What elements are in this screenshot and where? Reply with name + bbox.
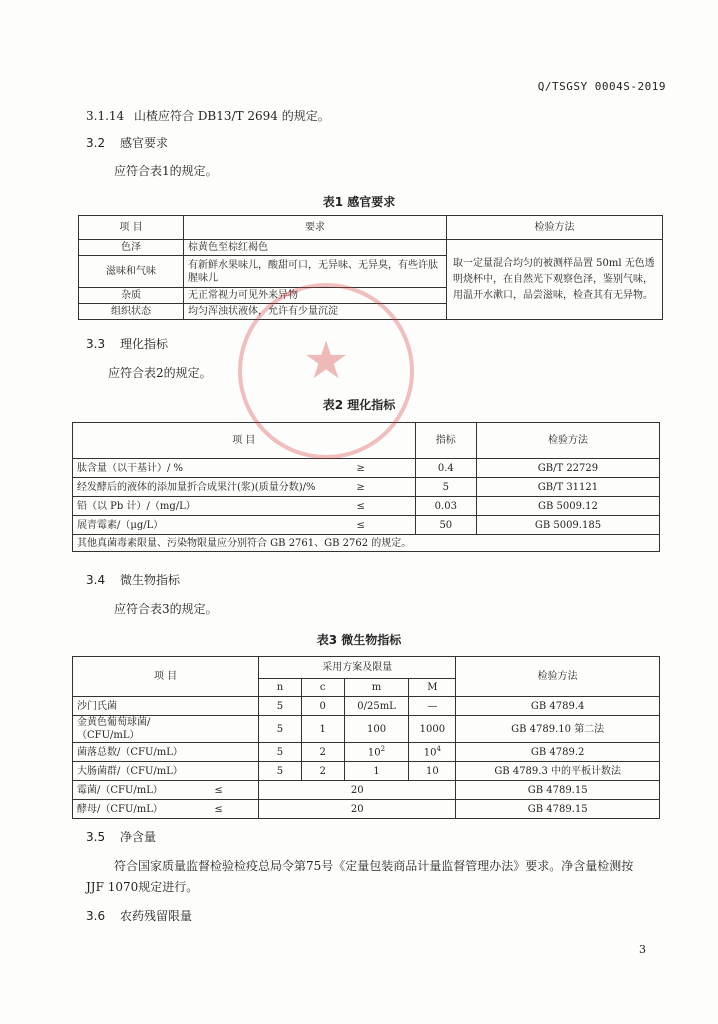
- table3-row-method: GB 4789.2: [456, 743, 660, 762]
- table3-row-operator: ≤: [210, 781, 258, 800]
- section-3-4-body: 应符合表3的规定。: [114, 602, 218, 616]
- table3-row-item: 霉菌/（CFU/mL）: [73, 781, 211, 800]
- table3-row-n: 5: [259, 743, 302, 762]
- standard-code: Q/TSGSY 0004S-2019: [537, 80, 666, 93]
- table2-row-item: 经发酵后的液体的添加量折合成果汁(浆)(质量分数)/%: [73, 478, 353, 497]
- table2-row-item: 肽含量（以干基计）/ %: [73, 459, 353, 478]
- table3-row-method: GB 4789.4: [456, 697, 660, 716]
- table3-row-m: 1: [344, 762, 409, 781]
- section-3-3-heading: [86, 335, 168, 352]
- table3-header-m: m: [344, 679, 409, 697]
- table2-header-value: 指标: [415, 423, 476, 459]
- M-exponent: 4: [436, 744, 441, 753]
- section-title: 农药残留限量: [120, 909, 193, 923]
- table1-header-item: 项 目: [79, 216, 184, 240]
- table3-row-operator: [210, 716, 258, 743]
- clause-number: 3.1.14: [86, 109, 125, 123]
- table3-row-item: 金黄色葡萄球菌/（CFU/mL）: [73, 716, 211, 743]
- table2-row-operator: ≥: [353, 459, 416, 478]
- table3-row-operator: [210, 743, 258, 762]
- table3-row-c: 2: [301, 743, 344, 762]
- table2-header-method: 检验方法: [476, 423, 659, 459]
- table3-row-n: 5: [259, 762, 302, 781]
- page-number: 3: [639, 943, 646, 956]
- table2-row-operator: ≤: [353, 516, 416, 535]
- section-3-6-heading: [86, 907, 192, 924]
- table3-header-M: M: [409, 679, 456, 697]
- m-exponent: 2: [380, 744, 386, 753]
- table2-row-method: GB 5009.12: [476, 497, 659, 516]
- M-base: 10: [423, 747, 437, 759]
- table1-row-item: 色泽: [79, 240, 184, 256]
- table3-row-n: 5: [259, 716, 302, 743]
- table3-header-plan: 采用方案及限量: [259, 657, 456, 679]
- section-3-3-body: 应符合表2的规定。: [108, 366, 212, 380]
- table2-row-operator: ≤: [353, 497, 416, 516]
- section-title: 理化指标: [120, 337, 169, 351]
- table3-row-method: GB 4789.15: [456, 800, 660, 819]
- table3-header-n: n: [259, 679, 302, 697]
- table2-row-method: GB 5009.185: [476, 516, 659, 535]
- table1-row-req: 棕黄色至棕红褐色: [184, 240, 447, 256]
- table2-row-method: GB/T 31121: [476, 478, 659, 497]
- table2-row-item: 展青霉素/（μg/L）: [73, 516, 353, 535]
- section-3-2-heading: [86, 134, 168, 151]
- table3-row-m: [344, 743, 409, 762]
- section-title: 微生物指标: [120, 573, 181, 587]
- table2-row-value: 5: [415, 478, 476, 497]
- table2-row-value: 0.03: [415, 497, 476, 516]
- table3-row-c: 1: [301, 716, 344, 743]
- table1-row-req: 均匀浑浊状液体，允许有少量沉淀: [184, 304, 447, 320]
- section-number: 3.3: [86, 337, 106, 351]
- table3-row-operator: [210, 762, 258, 781]
- table3-row-m: 100: [344, 716, 409, 743]
- table3-caption: 表3 微生物指标: [316, 633, 402, 647]
- section-number: 3.2: [86, 136, 106, 150]
- section-3-4-heading: [86, 571, 180, 588]
- table1-row-req: 无正常视力可见外来异物: [184, 288, 447, 304]
- table2-row-operator: ≥: [353, 478, 416, 497]
- section-3-5-heading: [86, 828, 156, 845]
- table3-row-M: —: [409, 697, 456, 716]
- table3-row-method: GB 4789.10 第二法: [456, 716, 660, 743]
- table2-footer-note: 其他真菌毒素限量、污染物限量应分别符合 GB 2761、GB 2762 的规定。: [73, 535, 660, 552]
- table2-physicochemical: [72, 422, 660, 552]
- section-3-5-body-line1: 符合国家质量监督检验检疫总局令第75号《定量包装商品计量监督管理办法》要求。净含量检测按: [114, 859, 634, 873]
- table3-header-item: 项 目: [73, 657, 259, 697]
- section-3-2-body: 应符合表1的规定。: [114, 164, 218, 178]
- table1-row-req: 有新鲜水果味儿，酸甜可口，无异味、无异臭，有些许肽腥味儿: [184, 256, 447, 288]
- section-title: 感官要求: [120, 136, 169, 150]
- table2-row-item: 铅（以 Pb 计）/（mg/L）: [73, 497, 353, 516]
- table3-row-method: GB 4789.15: [456, 781, 660, 800]
- table3-row-item: 菌落总数/（CFU/mL）: [73, 743, 211, 762]
- table3-row-c: 2: [301, 762, 344, 781]
- table1-method: 取一定量混合均匀的被测样品置 50ml 无色透明烧杯中，在自然光下观察色泽，鉴别气味，用温开水漱口，品尝滋味，检查其有无异物。: [447, 240, 663, 320]
- clause-3-1-14: [86, 107, 330, 124]
- table2-caption: 表2 理化指标: [322, 398, 396, 412]
- table3-row-m: 0/25mL: [344, 697, 409, 716]
- table2-row-method: GB/T 22729: [476, 459, 659, 478]
- table3-row-operator: [210, 697, 258, 716]
- table1-row-item: 组织状态: [79, 304, 184, 320]
- table3-row-M: 1000: [409, 716, 456, 743]
- section-number: 3.5: [86, 830, 106, 844]
- table1-header-req: 要求: [184, 216, 447, 240]
- table3-row-limit: 20: [259, 781, 456, 800]
- table3-microbial: [72, 656, 660, 819]
- table3-row-n: 5: [259, 697, 302, 716]
- m-base: 10: [367, 747, 381, 759]
- table2-row-value: 50: [415, 516, 476, 535]
- section-title: 净含量: [120, 830, 157, 844]
- seal-star-icon: ★: [302, 331, 350, 391]
- table3-header-c: c: [301, 679, 344, 697]
- table3-row-item: 大肠菌群/（CFU/mL）: [73, 762, 211, 781]
- table1-header-method: 检验方法: [447, 216, 663, 240]
- section-number: 3.6: [86, 909, 106, 923]
- table3-row-c: 0: [301, 697, 344, 716]
- table3-row-item: 酵母/（CFU/mL）: [73, 800, 211, 819]
- table2-row-value: 0.4: [415, 459, 476, 478]
- table3-row-M: 10: [409, 762, 456, 781]
- clause-text: 山楂应符合 DB13/T 2694 的规定。: [134, 109, 330, 123]
- table3-row-operator: ≤: [210, 800, 258, 819]
- table3-row-item: 沙门氏菌: [73, 697, 211, 716]
- table1-row-item: 滋味和气味: [79, 256, 184, 288]
- table3-row-method: GB 4789.3 中的平板计数法: [456, 762, 660, 781]
- table3-row-M: [409, 743, 456, 762]
- table1-caption: 表1 感官要求: [322, 195, 396, 209]
- table2-header-item: 项 目: [73, 423, 416, 459]
- table3-header-method: 检验方法: [456, 657, 660, 697]
- table1-row-item: 杂质: [79, 288, 184, 304]
- section-3-5-body-line2: JJF 1070规定进行。: [86, 880, 199, 894]
- table3-row-limit: 20: [259, 800, 456, 819]
- table1-sensory: [78, 215, 663, 320]
- section-number: 3.4: [86, 573, 106, 587]
